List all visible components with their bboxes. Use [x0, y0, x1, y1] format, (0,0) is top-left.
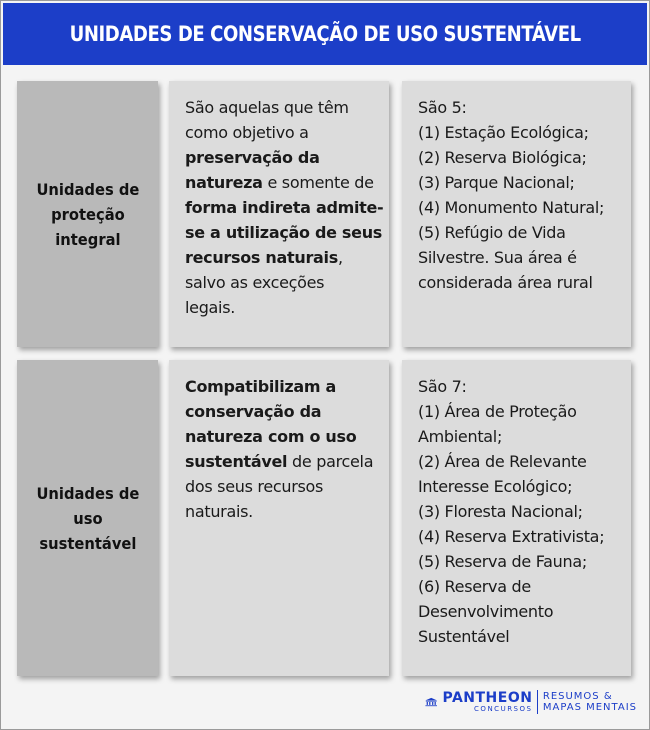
text: de parcela [287, 452, 374, 471]
list-item: considerada área rural [418, 273, 593, 292]
text: e somente de [262, 173, 374, 192]
bold-text: natureza com o uso [185, 427, 357, 446]
list-item: Desenvolvimento [418, 602, 554, 621]
row-label-line: proteção [50, 204, 125, 224]
description-line [185, 120, 373, 145]
row-label-line: sustentável [38, 533, 137, 553]
bold-text: forma indireta admite- [185, 198, 384, 217]
list-item: (2) Área de Relevante [418, 452, 587, 471]
list-item: (4) Reserva Extrativista; [418, 527, 605, 546]
row-label-line: Unidades de [36, 483, 139, 503]
bold-text: se a utilização de seus [185, 223, 383, 242]
description-line [185, 270, 373, 295]
temple-icon [425, 691, 437, 713]
bold-text: recursos naturais [185, 248, 338, 267]
bold-text: preservação da [185, 148, 320, 167]
tagline-line: MAPAS MENTAIS [542, 702, 637, 713]
list-count: São 7: [418, 377, 467, 396]
bold-text: natureza [185, 173, 263, 192]
description-line [185, 245, 373, 270]
list-card [402, 360, 631, 676]
text: São aquelas que têm [185, 98, 349, 117]
tagline [543, 691, 637, 713]
list-item: (3) Parque Nacional; [418, 173, 575, 192]
list-item: (1) Área de Proteção [418, 402, 577, 421]
row-label-card [17, 360, 158, 676]
text: dos seus recursos [185, 477, 324, 496]
description-card [169, 81, 389, 347]
row-label-line: Unidades de [36, 179, 139, 199]
description-line [185, 449, 373, 474]
text: como objetivo a [185, 123, 309, 142]
row-label [36, 177, 139, 252]
description-line [185, 474, 373, 499]
description-line [185, 295, 373, 320]
footer-logo [425, 687, 637, 717]
page-title: UNIDADES DE CONSERVAÇÃO DE USO SUSTENTÁVEL [69, 22, 581, 46]
brand [442, 691, 532, 714]
description-line [185, 195, 384, 220]
list-item: Ambiental; [418, 427, 503, 446]
bold-text: Compatibilizam a [185, 377, 337, 396]
list-item: Sustentável [418, 627, 510, 646]
row-label-line: uso [72, 508, 103, 528]
text: legais. [185, 298, 236, 317]
title-banner [3, 3, 647, 65]
text: naturais. [185, 502, 253, 521]
row-label-card [17, 81, 158, 347]
list-item: (1) Estação Ecológica; [418, 123, 589, 142]
description-line [185, 145, 373, 170]
list-item: (5) Refúgio de Vida [418, 223, 566, 242]
description-line [185, 374, 373, 399]
bold-text: conservação da [185, 402, 322, 421]
description-card [169, 360, 389, 676]
text: salvo as exceções [185, 273, 325, 292]
bold-text: sustentável [185, 452, 288, 471]
list-count: São 5: [418, 98, 467, 117]
list-item: (2) Reserva Biológica; [418, 148, 587, 167]
description-line [185, 399, 373, 424]
brand-name: PANTHEON [442, 689, 533, 706]
tagline-line: RESUMOS & [542, 691, 613, 702]
list-item: Interesse Ecológico; [418, 477, 573, 496]
list-item: Silvestre. Sua área é [418, 248, 577, 267]
description-line [185, 170, 373, 195]
list-item: (5) Reserva de Fauna; [418, 552, 587, 571]
list-item: (3) Floresta Nacional; [418, 502, 583, 521]
description-line [185, 424, 373, 449]
description-line [185, 499, 373, 524]
description-line [185, 95, 373, 120]
description-line [185, 220, 383, 245]
row-label [36, 481, 139, 556]
list-item: (6) Reserva de [418, 577, 531, 596]
row-label-line: integral [54, 229, 121, 249]
list-card [402, 81, 631, 347]
brand-sub: CONCURSOS [474, 704, 533, 713]
list-item: (4) Monumento Natural; [418, 198, 605, 217]
text: , [337, 248, 343, 267]
